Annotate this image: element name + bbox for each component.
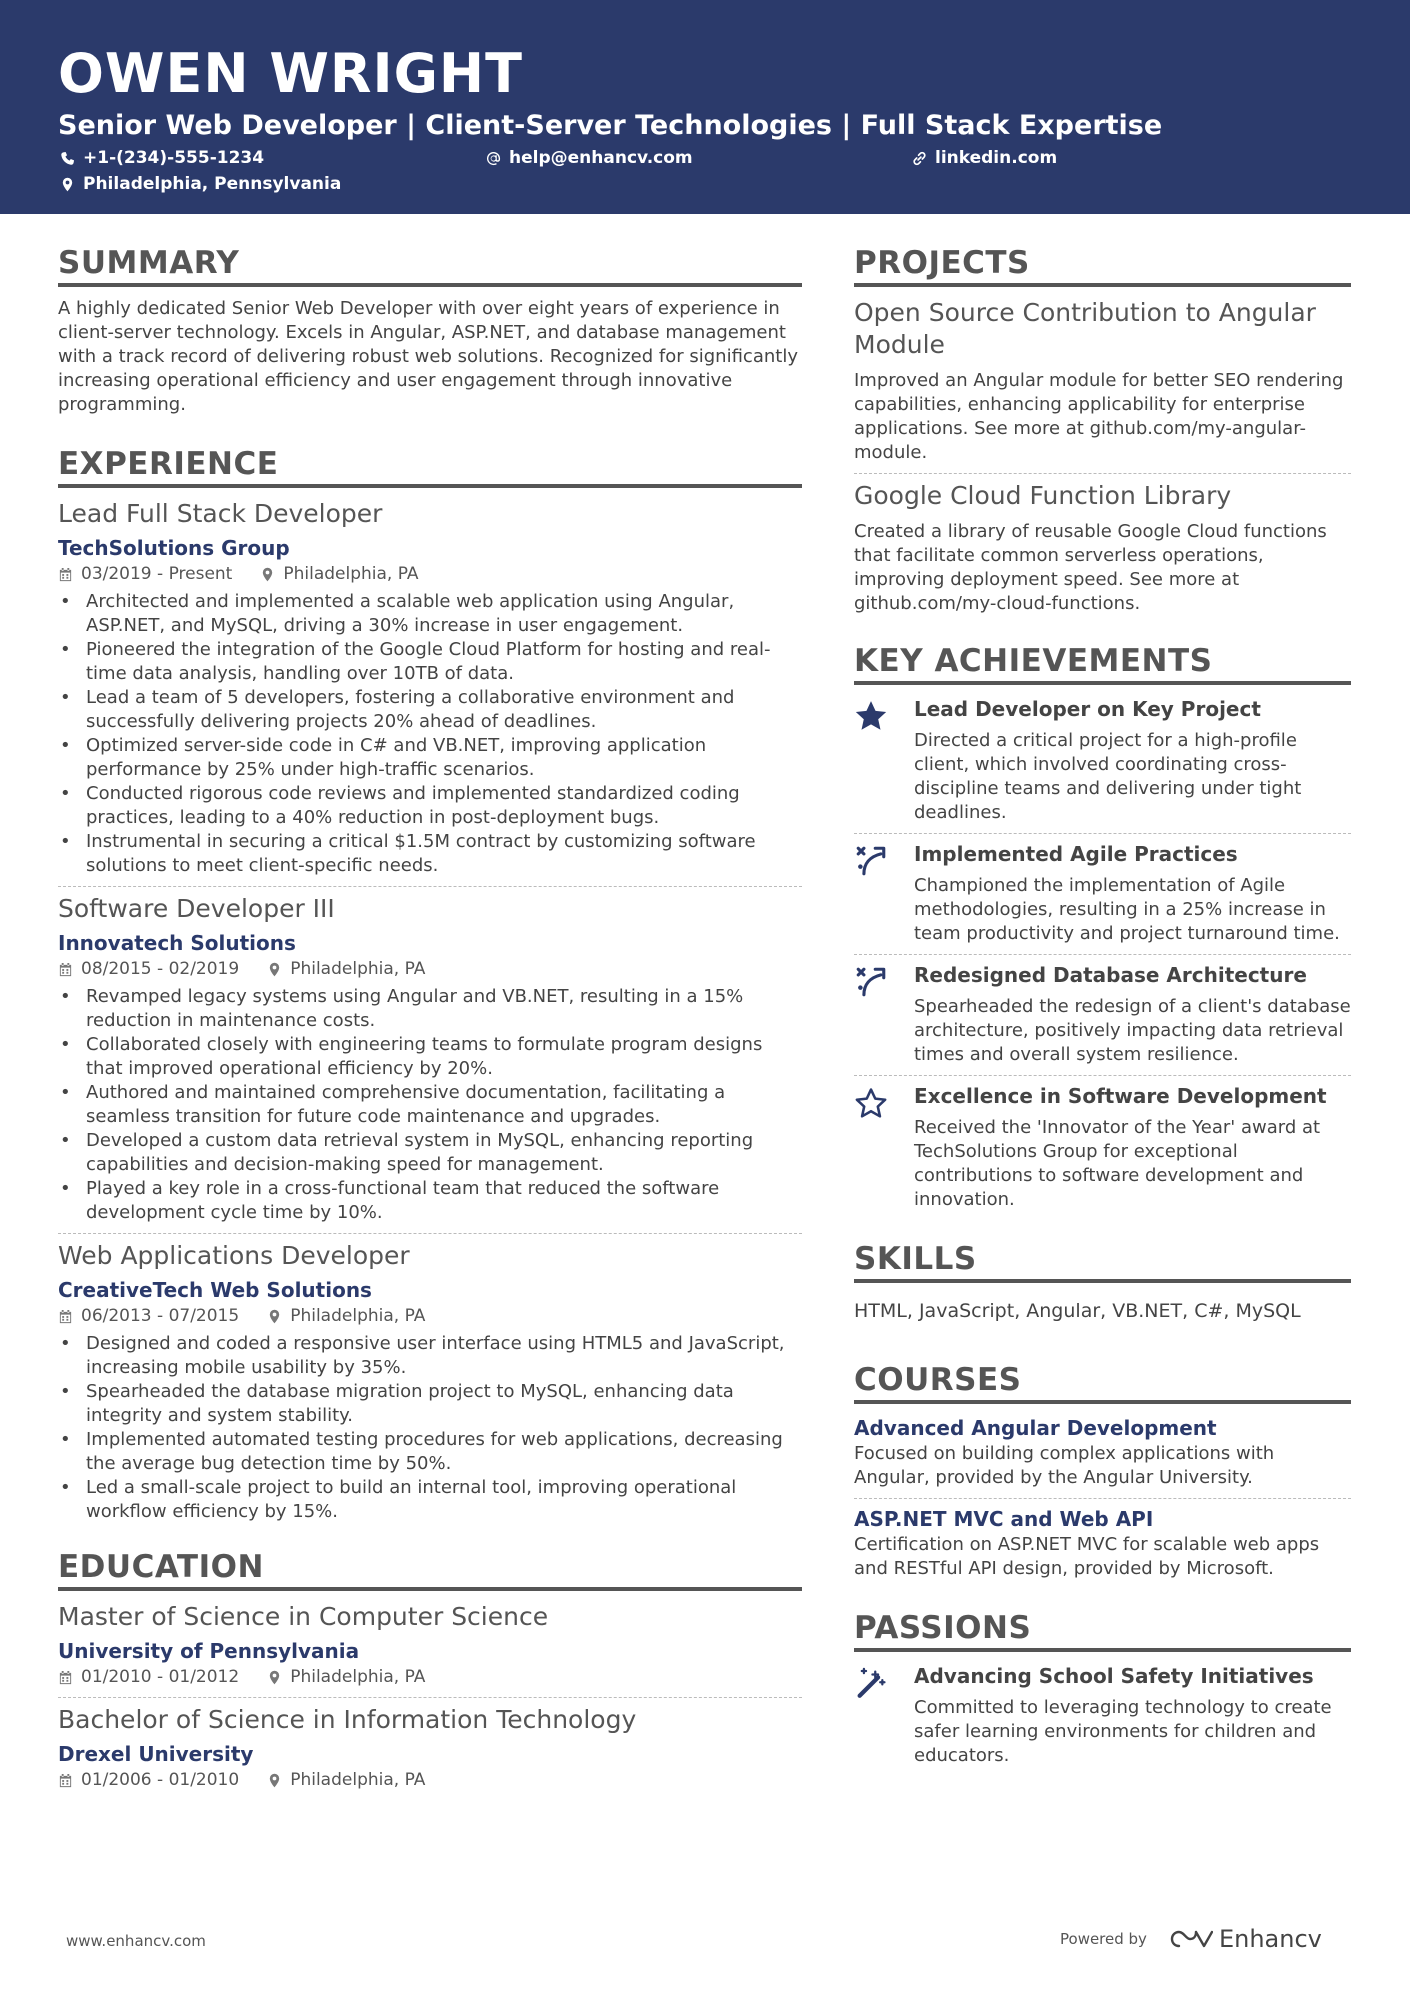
- company-name: TechSolutions Group: [58, 536, 290, 560]
- job-meta: [58, 1304, 802, 1328]
- linkedin-text[interactable]: linkedin.com: [935, 148, 1058, 168]
- education-dates: 01/2006 - 01/2010: [81, 1770, 240, 1790]
- summary-section: [58, 244, 802, 417]
- job-meta: [58, 957, 802, 981]
- education-meta: [58, 1768, 802, 1792]
- job-location: Philadelphia, PA: [290, 1306, 426, 1326]
- education-location: Philadelphia, PA: [290, 1667, 426, 1687]
- job-meta: [58, 562, 802, 586]
- strategy-icon: [854, 844, 888, 878]
- job-bullet: • Architected and implemented a scalable web application using Angular, ASP.NET, and MySQL, driving a 30% increase in user engagement.: [58, 590, 802, 638]
- course-entry: [854, 1505, 1351, 1581]
- job-title: Web Applications Developer: [58, 1241, 410, 1270]
- school-name: Drexel University: [58, 1742, 254, 1766]
- education-dates: 01/2010 - 01/2012: [81, 1667, 240, 1687]
- footer-website[interactable]: www.enhancv.com: [66, 1932, 206, 1950]
- resume-header: [0, 0, 1410, 214]
- experience-heading: EXPERIENCE: [58, 445, 802, 488]
- course-title: ASP.NET MVC and Web API: [854, 1507, 1154, 1531]
- job-title: Lead Full Stack Developer: [58, 499, 383, 528]
- magic-wand-icon: [854, 1666, 888, 1700]
- enhancv-logo-icon: [1167, 1927, 1213, 1951]
- entry-divider: [854, 1075, 1351, 1076]
- achievements-section: [854, 642, 1351, 1212]
- job-bullets: [58, 1332, 802, 1524]
- job-bullet: • Optimized server-side code in C# and VB.NET, improving application performance by 25% under high-traffic scenarios.: [58, 734, 802, 782]
- passion-entry: [854, 1662, 1351, 1768]
- location-pin-icon: [267, 962, 282, 977]
- course-description: Focused on building complex applications with Angular, provided by the Angular University.: [854, 1443, 1275, 1488]
- entry-divider: [854, 473, 1351, 474]
- phone-icon: [60, 151, 75, 166]
- job-bullet: • Implemented automated testing procedures for web applications, decreasing the average bug detection time by 50%.: [58, 1428, 802, 1476]
- school-name: University of Pennsylvania: [58, 1639, 360, 1663]
- experience-section: [58, 445, 802, 1524]
- achievement-title: Excellence in Software Development: [914, 1084, 1327, 1108]
- powered-by-label: Powered by: [1060, 1930, 1147, 1948]
- company-name: CreativeTech Web Solutions: [58, 1278, 372, 1302]
- achievement-description: Received the 'Innovator of the Year' award at TechSolutions Group for exceptional contributions to software development and innovation.: [914, 1117, 1321, 1210]
- courses-heading: COURSES: [854, 1361, 1351, 1404]
- location-pin-icon: [267, 1670, 282, 1685]
- passion-title: Advancing School Safety Initiatives: [914, 1664, 1314, 1688]
- calendar-icon: [58, 962, 73, 977]
- job-bullet: • Designed and coded a responsive user interface using HTML5 and JavaScript, increasing mobile usability by 35%.: [58, 1332, 802, 1380]
- location-pin-icon: [260, 567, 275, 582]
- job-bullets: [58, 590, 802, 878]
- achievement-entry: [854, 1082, 1351, 1212]
- company-name: Innovatech Solutions: [58, 931, 296, 955]
- education-location: Philadelphia, PA: [290, 1770, 426, 1790]
- brand-name: Enhancv: [1218, 1925, 1322, 1953]
- right-column: [854, 244, 1351, 1768]
- entry-divider: [58, 886, 802, 887]
- link-icon: [912, 151, 927, 166]
- job-bullet: • Authored and maintained comprehensive documentation, facilitating a seamless transition for future code maintenance and upgrades.: [58, 1081, 802, 1129]
- calendar-icon: [58, 1773, 73, 1788]
- degree-title: Bachelor of Science in Information Technology: [58, 1705, 637, 1734]
- course-title: Advanced Angular Development: [854, 1416, 1217, 1440]
- job-bullet: • Collaborated closely with engineering teams to formulate program designs that improved operational efficiency by 20%.: [58, 1033, 802, 1081]
- contact-linkedin: [912, 148, 1057, 168]
- contact-location: [60, 174, 341, 194]
- achievement-entry: [854, 695, 1351, 825]
- experience-entry: [58, 1240, 802, 1524]
- contact-phone: [60, 148, 264, 168]
- phone-text[interactable]: +1-(234)-555-1234: [83, 148, 265, 168]
- achievement-description: Spearheaded the redesign of a client's database architecture, positively impacting data retrieval times and overall system resilience.: [914, 996, 1351, 1065]
- course-entry: [854, 1414, 1351, 1490]
- job-location: Philadelphia, PA: [283, 564, 419, 584]
- location-pin-icon: [267, 1773, 282, 1788]
- strategy-icon: [854, 965, 888, 999]
- star-filled-icon: [854, 699, 888, 733]
- education-meta: [58, 1665, 802, 1689]
- education-section: [58, 1548, 802, 1792]
- passion-description: Committed to leveraging technology to create safer learning environments for children and educators.: [914, 1697, 1332, 1766]
- left-column: [58, 244, 802, 1792]
- job-title: Software Developer III: [58, 894, 335, 923]
- project-description: Created a library of reusable Google Cloud functions that facilitate common serverless operations, improving deployment speed. See more at github.com/my-cloud-functions.: [854, 521, 1327, 614]
- project-title: Google Cloud Function Library: [854, 481, 1232, 510]
- degree-title: Master of Science in Computer Science: [58, 1602, 549, 1631]
- entry-divider: [58, 1233, 802, 1234]
- candidate-headline: Senior Web Developer | Client-Server Technologies | Full Stack Expertise: [58, 110, 1163, 141]
- course-description: Certification on ASP.NET MVC for scalable web apps and RESTful API design, provided by Microsoft.: [854, 1534, 1320, 1579]
- job-bullet: • Developed a custom data retrieval system in MySQL, enhancing reporting capabilities and decision-making speed for management.: [58, 1129, 802, 1177]
- job-bullet: • Lead a team of 5 developers, fostering a collaborative environment and successfully delivering projects 20% ahead of deadlines.: [58, 686, 802, 734]
- calendar-icon: [58, 1670, 73, 1685]
- job-dates: 03/2019 - Present: [81, 564, 233, 584]
- skills-section: [854, 1240, 1351, 1323]
- job-bullet: • Played a key role in a cross-functional team that reduced the software development cycle time by 10%.: [58, 1177, 802, 1225]
- location-text: Philadelphia, Pennsylvania: [83, 174, 342, 194]
- job-bullet: • Pioneered the integration of the Google Cloud Platform for hosting and real-time data analysis, handling over 10TB of data.: [58, 638, 802, 686]
- passions-section: [854, 1609, 1351, 1768]
- star-outline-icon: [854, 1086, 888, 1120]
- projects-heading: PROJECTS: [854, 244, 1351, 287]
- skills-list: HTML, JavaScript, Angular, VB.NET, C#, MySQL: [854, 1300, 1301, 1322]
- enhancv-logo[interactable]: [1167, 1925, 1322, 1953]
- experience-entry: [58, 893, 802, 1225]
- achievement-entry: [854, 840, 1351, 946]
- summary-text: A highly dedicated Senior Web Developer with over eight years of experience in client-server technology. Excels in Angular, ASP.NET, and database management with a track record of delivering robust web solutions. Recognized for significantly increasing operational efficiency and user engagement through innovative programming.: [58, 298, 798, 415]
- entry-divider: [58, 1697, 802, 1698]
- entry-divider: [854, 833, 1351, 834]
- job-bullets: [58, 985, 802, 1225]
- achievement-title: Lead Developer on Key Project: [914, 697, 1261, 721]
- job-bullet: • Instrumental in securing a critical $1.5M contract by customizing software solutions to meet client-specific needs.: [58, 830, 802, 878]
- project-entry: [854, 297, 1351, 465]
- education-entry: [58, 1601, 802, 1689]
- passions-heading: PASSIONS: [854, 1609, 1351, 1652]
- candidate-name: OWEN WRIGHT: [58, 42, 523, 105]
- projects-section: [854, 244, 1351, 616]
- achievement-title: Redesigned Database Architecture: [914, 963, 1307, 987]
- achievement-entry: [854, 961, 1351, 1067]
- project-entry: [854, 480, 1351, 616]
- achievements-heading: KEY ACHIEVEMENTS: [854, 642, 1351, 685]
- location-pin-icon: [267, 1309, 282, 1324]
- achievement-title: Implemented Agile Practices: [914, 842, 1238, 866]
- achievement-description: Directed a critical project for a high-profile client, which involved coordinating cross-discipline teams and delivering under tight deadlines.: [914, 730, 1302, 823]
- location-pin-icon: [60, 177, 75, 192]
- experience-entry: [58, 498, 802, 878]
- job-location: Philadelphia, PA: [290, 959, 426, 979]
- project-description: Improved an Angular module for better SEO rendering capabilities, enhancing applicability for enterprise applications. See more at github.com/my-angular-module.: [854, 370, 1344, 463]
- job-dates: 08/2015 - 02/2019: [81, 959, 240, 979]
- job-dates: 06/2013 - 07/2015: [81, 1306, 240, 1326]
- job-bullet: • Spearheaded the database migration project to MySQL, enhancing data integrity and system stability.: [58, 1380, 802, 1428]
- achievement-description: Championed the implementation of Agile methodologies, resulting in a 25% increase in team productivity and project turnaround time.: [914, 875, 1340, 944]
- contact-email: [486, 148, 693, 168]
- courses-section: [854, 1361, 1351, 1581]
- footer-branding: [1060, 1925, 1322, 1953]
- project-title: Open Source Contribution to Angular Module: [854, 298, 1316, 359]
- calendar-icon: [58, 567, 73, 582]
- entry-divider: [854, 1498, 1351, 1499]
- summary-heading: SUMMARY: [58, 244, 802, 287]
- entry-divider: [854, 954, 1351, 955]
- at-icon: [486, 151, 501, 166]
- job-bullet: • Led a small-scale project to build an internal tool, improving operational workflow efficiency by 15%.: [58, 1476, 802, 1524]
- calendar-icon: [58, 1309, 73, 1324]
- education-heading: EDUCATION: [58, 1548, 802, 1591]
- job-bullet: • Conducted rigorous code reviews and implemented standardized coding practices, leading to a 40% reduction in post-deployment bugs.: [58, 782, 802, 830]
- email-text[interactable]: help@enhancv.com: [509, 148, 693, 168]
- job-bullet: • Revamped legacy systems using Angular and VB.NET, resulting in a 15% reduction in maintenance costs.: [58, 985, 802, 1033]
- skills-heading: SKILLS: [854, 1240, 1351, 1283]
- education-entry: [58, 1704, 802, 1792]
